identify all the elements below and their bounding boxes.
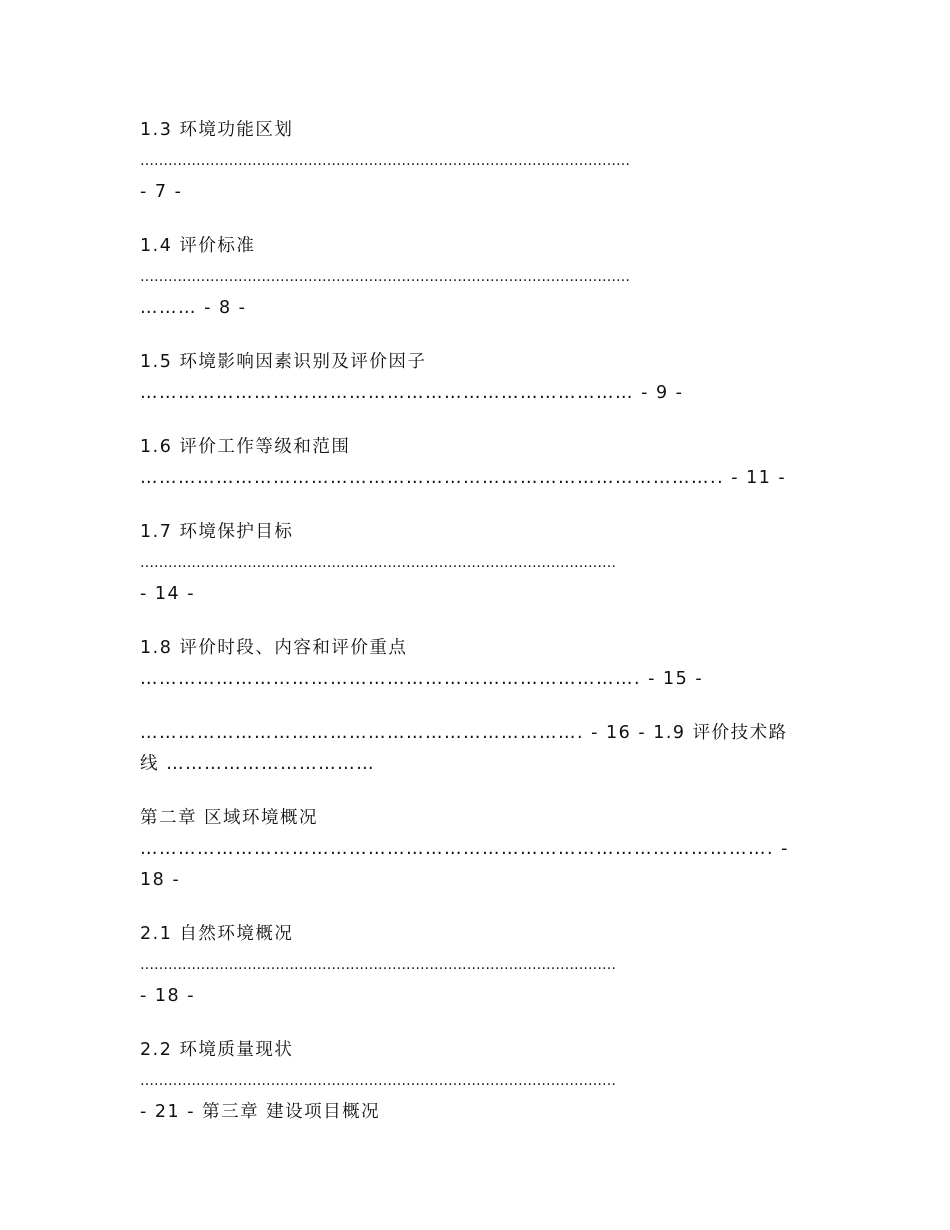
toc-entry-title: 1.3 环境功能区划 [140,120,294,140]
table-of-contents [140,115,812,1151]
toc-entry-title: 1.6 评价工作等级和范围 [140,437,351,457]
toc-page-number: - 18 - [140,986,196,1006]
toc-entry-title-continued: 线 …………………………… [140,754,376,774]
toc-page-number: - 7 - [140,182,183,202]
toc-leader-and-page: ……………………………………………………………………………….. - 11 - [140,468,787,488]
toc-entry-title: 2.2 环境质量现状 [140,1040,294,1060]
toc-entry-1-6 [140,432,812,494]
toc-leader-dots: ………………………………………………………………………………………… [140,555,616,571]
toc-entry-1-8 [140,633,812,695]
toc-leader-dots: ………………………………………………………………………………………… [140,1073,616,1089]
toc-entry-2-1 [140,919,812,1012]
toc-entry-1-7 [140,517,812,610]
toc-entry-1-9 [140,718,812,780]
toc-entry-title: 1.4 评价标准 [140,236,256,256]
toc-leader-dots: …………………………………………………………………………………………… [140,269,630,285]
toc-entry-1-3 [140,115,812,208]
toc-page-number-and-chapter-3: - 21 - 第三章 建设项目概况 [140,1102,381,1122]
toc-leader-and-page: …………………………………………………………………… - 9 - [140,383,684,403]
toc-entry-1-5 [140,347,812,409]
toc-page-number: ……… - 8 - [140,298,247,318]
toc-leader-dots: ………………………………………………………………………………………. - [140,839,789,859]
toc-entry-1-4 [140,231,812,324]
toc-entry-chapter-2 [140,803,812,896]
toc-entry-title: 2.1 自然环境概况 [140,924,294,944]
toc-entry-2-2 [140,1035,812,1128]
toc-leader-and-title: ……………………………………………………………. - 16 - 1.9 评价技术路 [140,723,788,743]
toc-page-number: - 14 - [140,584,196,604]
toc-leader-dots: …………………………………………………………………………………………… [140,153,630,169]
toc-leader-and-page: ……………………………………………………………………. - 15 - [140,669,704,689]
toc-leader-dots: ………………………………………………………………………………………… [140,957,616,973]
toc-entry-title: 1.8 评价时段、内容和评价重点 [140,638,408,658]
toc-chapter-title: 第二章 区域环境概况 [140,808,319,828]
toc-entry-title: 1.5 环境影响因素识别及评价因子 [140,352,427,372]
toc-entry-title: 1.7 环境保护目标 [140,522,294,542]
toc-page-number: 18 - [140,870,181,890]
